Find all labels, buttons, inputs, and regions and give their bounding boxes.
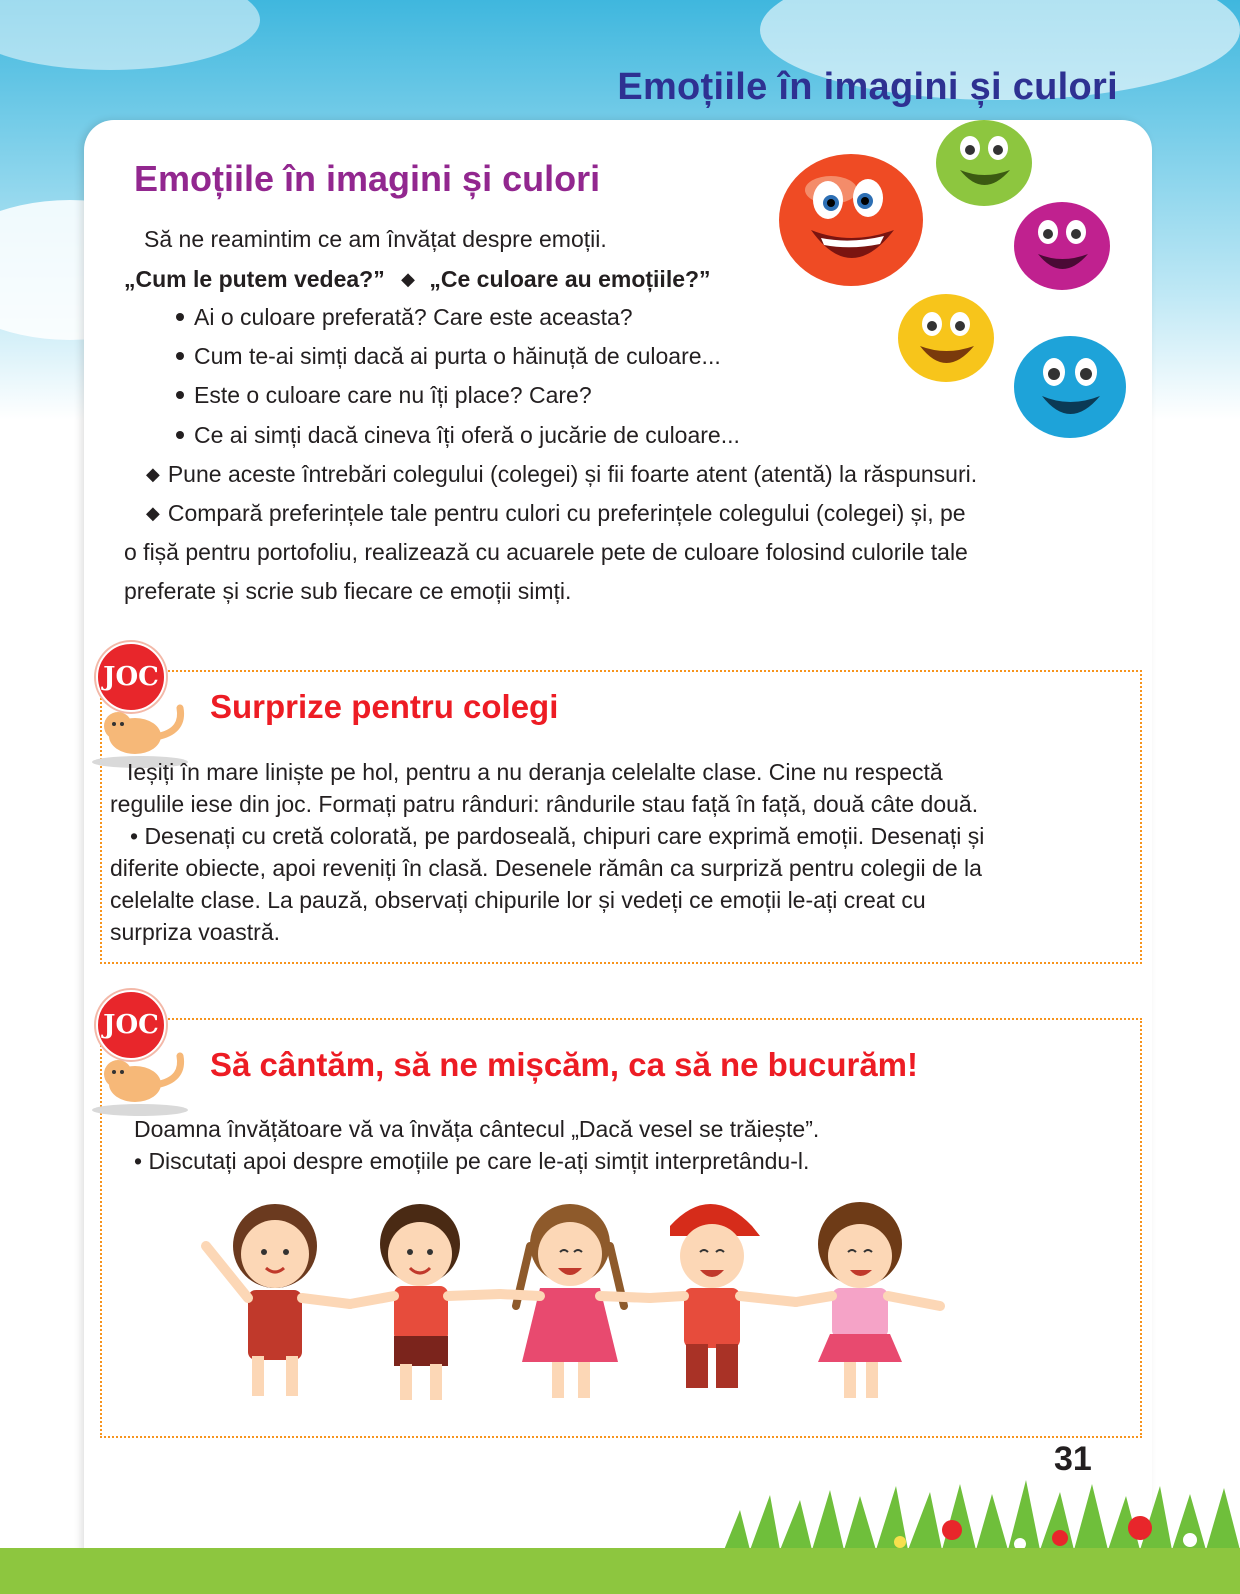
task-1-text: Pune aceste întrebări colegului (colegei) și fii foarte atent (atentă) la răspunsuri. (167, 461, 978, 487)
task-1 (146, 461, 977, 488)
task-2-line-2: o fișă pentru portofoliu, realizează cu acuarele pete de culoare folosind culorile tale (124, 539, 968, 565)
diamond-icon: ◆ (401, 269, 415, 289)
game-1-line: • Desenați cu cretă colorată, pe pardoseală, chipuri care exprimă emoții. Desenați și (130, 823, 985, 849)
questions-line (124, 266, 711, 293)
smiley-green-icon (934, 118, 1034, 208)
cloud (0, 0, 260, 70)
joc-badge-icon: JOC (96, 642, 166, 712)
bullet-icon (176, 391, 184, 399)
grass-flowers-illustration (720, 1400, 1240, 1560)
bullet-item (176, 382, 592, 409)
question-1: „Cum le putem vedea?” (124, 266, 385, 292)
bullet-item (176, 304, 633, 331)
smiley-blue-icon (1012, 334, 1128, 440)
children-illustration (200, 1186, 960, 1426)
bullet-text: Ce ai simți dacă cineva îți oferă o jucărie de culoare... (194, 422, 740, 448)
joc-badge-icon: JOC (96, 990, 166, 1060)
task-2 (146, 500, 966, 527)
child-figure (500, 1204, 650, 1398)
game-1-line: diferite obiecte, apoi reveniți în clasă. Desenele rămân ca surpriză pentru colegii de la (110, 855, 982, 881)
bullet-item (176, 343, 721, 370)
bullet-text: Este o culoare care nu îți place? Care? (194, 382, 592, 408)
bullet-icon (176, 431, 184, 439)
task-2-line-3: preferate și scrie sub fiecare ce emoții simți. (124, 578, 572, 604)
question-2: „Ce culoare au emoțiile?” (429, 266, 711, 292)
game-2-line-2: • Discutați apoi despre emoțiile pe care le-ați simțit interpretându-l. (134, 1148, 810, 1174)
child-figure (350, 1204, 500, 1400)
bullet-text: Cum te-ai simți dacă ai purta o hăinuță de culoare... (194, 343, 721, 369)
bullet-text: Ai o culoare preferată? Care este aceasta? (194, 304, 633, 330)
diamond-icon: ◆ (146, 464, 160, 484)
game-1-title: Surprize pentru colegi (210, 688, 559, 725)
intro-text: Să ne reamintim ce am învățat despre emoții. (144, 226, 607, 252)
bullet-icon (176, 313, 184, 321)
game-2-line-1: Doamna învățătoare vă va învăța cântecul „Dacă vesel se trăiește”. (134, 1116, 820, 1142)
child-figure (796, 1202, 940, 1398)
smiley-red-icon (776, 148, 926, 288)
child-figure (650, 1204, 796, 1388)
page-number: 31 (1054, 1440, 1092, 1478)
bullet-icon (176, 352, 184, 360)
game-1-line: Ieșiți în mare liniște pe hol, pentru a nu deranja celelalte clase. Cine nu respectă (127, 759, 943, 785)
footer-grass-bar (0, 1548, 1240, 1594)
smiley-purple-icon (1012, 200, 1112, 292)
smiley-yellow-icon (896, 292, 996, 384)
task-2-text: Compară preferințele tale pentru culori cu preferințele colegului (colegei) și, pe (167, 500, 966, 526)
diamond-icon: ◆ (146, 503, 160, 523)
child-figure (206, 1204, 350, 1396)
game-1-line: celelalte clase. La pauză, observați chipurile lor și vedeți ce emoții le-ați creat cu (110, 887, 926, 913)
header-title: Emoțiile în imagini și culori (617, 66, 1118, 108)
game-1-line: surpriza voastră. (110, 919, 281, 945)
section-title: Emoțiile în imagini și culori (134, 158, 601, 199)
game-2-title: Să cântăm, să ne mișcăm, ca să ne bucurăm! (210, 1046, 919, 1083)
bullet-item (176, 422, 740, 449)
game-1-line: regulile iese din joc. Formați patru rânduri: rândurile stau față în față, două câte două. (110, 791, 979, 817)
cat-icon (80, 1048, 190, 1118)
